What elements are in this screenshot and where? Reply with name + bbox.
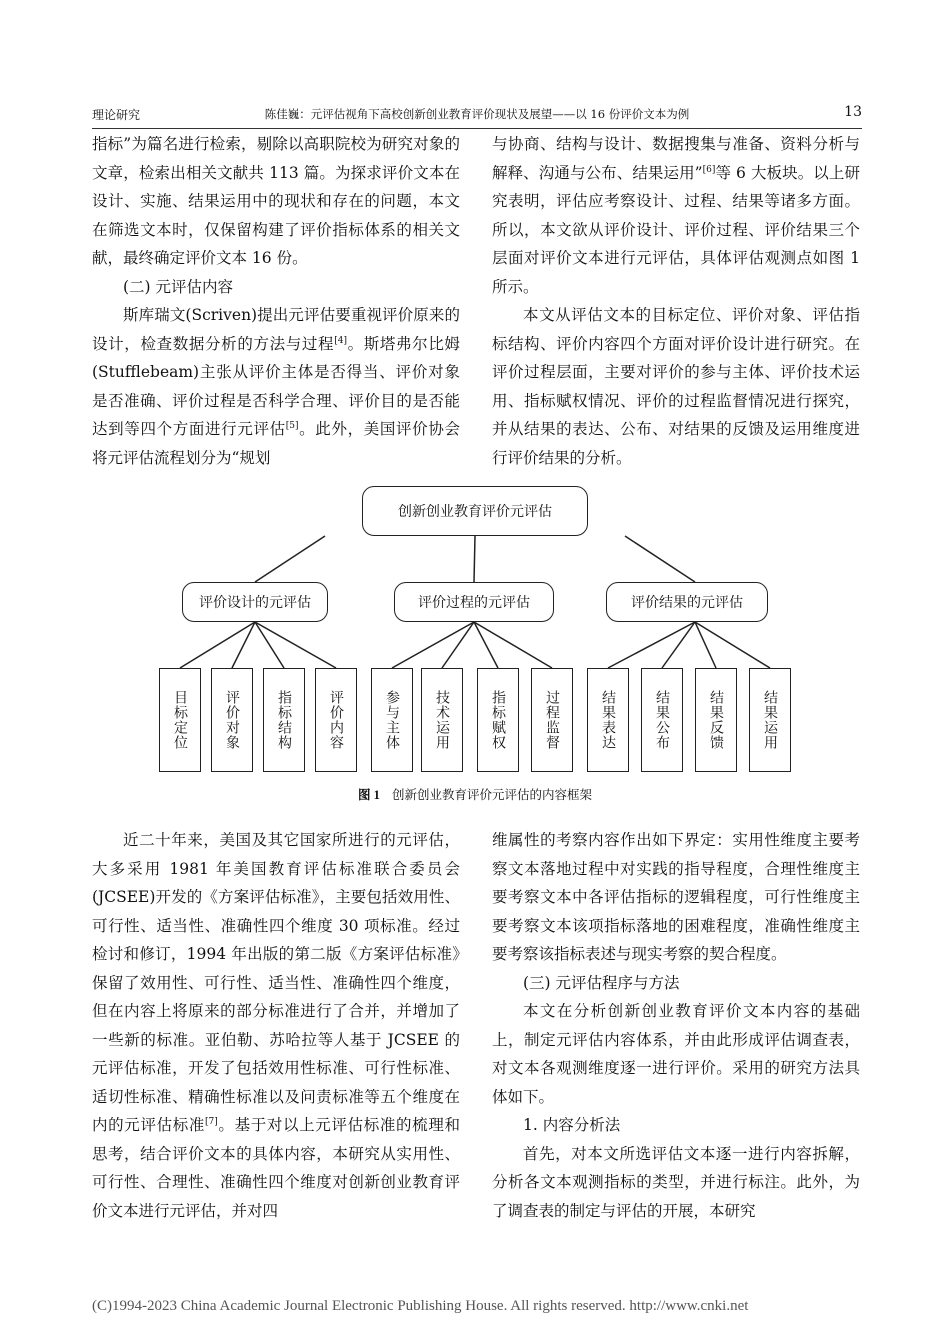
leaf-label: 结果表达 bbox=[600, 690, 616, 750]
leaf-label: 结果运用 bbox=[762, 690, 778, 750]
paragraph: 首先，对本文所选评估文本逐一进行内容拆解，分析各文本观测指标的类型，并进行标注。此外，为了调查表的制定与评估的开展，本研究 bbox=[492, 1144, 860, 1220]
section-label: 理论研究 bbox=[92, 108, 141, 122]
leaf-label: 评价对象 bbox=[224, 690, 240, 750]
text-run: 近二十年来，美国及其它国家所进行的元评估，大多采用 1981 年美国教育评估标准联合委员会(JCSEE)开发的《方案评估标准》，主要包括效用性、可行性、适当性、准确性四个维度 30 项标准。经过检讨和修订，1994 年出版的第二版《方案评估标准》保留了效用性、可行性、适当性、准确性四个维度，但在内容上将原来的部分标准进行了合并，并增加了一些新的标准。亚伯勒、苏哈拉等人基于 JCSEE 的元评估标准，开发了包括效用性标准、可行性标准、适切性标准、精确性标准以及问责标准等五个维度在内的元评估标准 bbox=[92, 831, 460, 1134]
leaf-node bbox=[371, 668, 413, 772]
leaf-label: 结果公布 bbox=[654, 690, 670, 750]
leaf-label: 评价内容 bbox=[328, 690, 344, 750]
column-left-top bbox=[92, 130, 460, 472]
paragraph: 本文在分析创新创业教育评价文本内容的基础上，制定元评估内容体系，并由此形成评估调查表，对文本各观测维度逐一进行评价。采用的研究方法具体如下。 bbox=[492, 1002, 860, 1106]
citation: [4] bbox=[334, 335, 347, 346]
subsection-heading: 1. 内容分析法 bbox=[523, 1116, 621, 1134]
leaf-label: 技术运用 bbox=[434, 690, 450, 750]
leaf-node bbox=[315, 668, 357, 772]
column-right-top bbox=[492, 130, 860, 472]
paragraph bbox=[492, 130, 860, 301]
citation: [5] bbox=[285, 420, 299, 431]
leaf-label: 指标结构 bbox=[276, 690, 292, 750]
paragraph bbox=[92, 826, 460, 1225]
section-heading: (三) 元评估程序与方法 bbox=[523, 973, 680, 992]
leaf-node bbox=[531, 668, 573, 772]
leaf-label: 过程监督 bbox=[544, 690, 560, 750]
paragraph: 本文从评估文本的目标定位、评价对象、评估指标结构、评价内容四个方面对评价设计进行研究。在评价过程层面，主要对评价的参与主体、评价技术运用、指标赋权情况、评价的过程监督情况进行探究，并从结果的表达、公布、对结果的反馈及运用维度进行评价结果的分析。 bbox=[492, 306, 860, 467]
leaf-node bbox=[749, 668, 791, 772]
leaf-node bbox=[421, 668, 463, 772]
section-heading: (二) 元评估内容 bbox=[123, 277, 234, 296]
leaf-node bbox=[477, 668, 519, 772]
paragraph bbox=[92, 301, 460, 472]
text-run: 斯库瑞文(Scriven)提出元评估要重视评价原来的设计，检查数据分析的方法与过程 bbox=[92, 306, 460, 353]
leaf-label: 目标定位 bbox=[172, 690, 188, 750]
column-right-bottom bbox=[492, 826, 860, 1225]
branch-node-result: 评价结果的元评估 bbox=[606, 582, 768, 622]
paragraph: 指标”为篇名进行检索，剔除以高职院校为研究对象的文章，检索出相关文献共 113 篇。为探求评价文本在设计、实施、结果运用中的现状和存在的问题，本文在筛选文本时，仅保留构建了评价指标体系的相关文献，最终确定评价文本 16 份。 bbox=[92, 135, 460, 267]
text-run: 。斯塔弗尔比姆(Stufflebeam)主张从评价主体是否得当、评价对象是否准确、评价过程是否科学合理、评价目的是否能达到等四个方面进行元评估 bbox=[92, 334, 460, 438]
citation: [7] bbox=[205, 1116, 218, 1127]
caption-label: 图 1 bbox=[358, 788, 380, 802]
leaf-node bbox=[587, 668, 629, 772]
leaf-node bbox=[695, 668, 737, 772]
running-title: 陈佳巍：元评估视角下高校创新创业教育评价现状及展望——以 16 份评价文本为例 bbox=[264, 107, 690, 121]
root-node: 创新创业教育评价元评估 bbox=[362, 486, 588, 536]
text-run: 。基于对以上元评估标准的梳理和思考，结合评价文本的具体内容，本研究从实用性、可行性、合理性、准确性四个维度对创新创业教育评价文本进行元评估，并对四 bbox=[92, 1116, 460, 1220]
leaf-node bbox=[159, 668, 201, 772]
column-left-bottom bbox=[92, 826, 460, 1225]
text-run: 等 6 大板块。以上研究表明，评估应考察设计、过程、结果等诸多方面。所以，本文欲从评价设计、评价过程、评价结果三个层面对评价文本进行元评估，具体评估观测点如图 1 所示。 bbox=[492, 163, 860, 296]
page-number: 13 bbox=[844, 104, 862, 120]
text-run: 。此外，美国评价协会将元评估流程划分为“规划 bbox=[92, 420, 460, 467]
leaf-label: 指标赋权 bbox=[490, 690, 506, 750]
figure-caption bbox=[0, 785, 950, 803]
leaf-node bbox=[641, 668, 683, 772]
branch-node-design: 评价设计的元评估 bbox=[182, 582, 328, 622]
leaf-label: 结果反馈 bbox=[708, 690, 724, 750]
caption-text: 创新创业教育评价元评估的内容框架 bbox=[391, 787, 592, 802]
leaf-label: 参与主体 bbox=[384, 690, 400, 750]
leaf-node bbox=[263, 668, 305, 772]
leaf-node bbox=[211, 668, 253, 772]
branch-node-process: 评价过程的元评估 bbox=[394, 582, 554, 622]
text-run: 与协商、结构与设计、数据搜集与准备、资料分析与解释、沟通与公布、结果运用” bbox=[492, 135, 860, 182]
copyright-footer: (C)1994-2023 China Academic Journal Electronic Publishing House. All rights reserved. http://www.cnki.net bbox=[92, 1298, 749, 1314]
citation: [6] bbox=[702, 164, 716, 175]
paragraph: 维属性的考察内容作出如下界定：实用性维度主要考察文本落地过程中对实践的指导程度，合理性维度主要考察文本中各评估指标的逻辑程度，可行性维度主要考察文本该项指标落地的困难程度，准确性维度主要考察该指标表述与现实考察的契合程度。 bbox=[492, 831, 860, 963]
figure-framework bbox=[150, 480, 800, 780]
running-header bbox=[92, 106, 862, 129]
